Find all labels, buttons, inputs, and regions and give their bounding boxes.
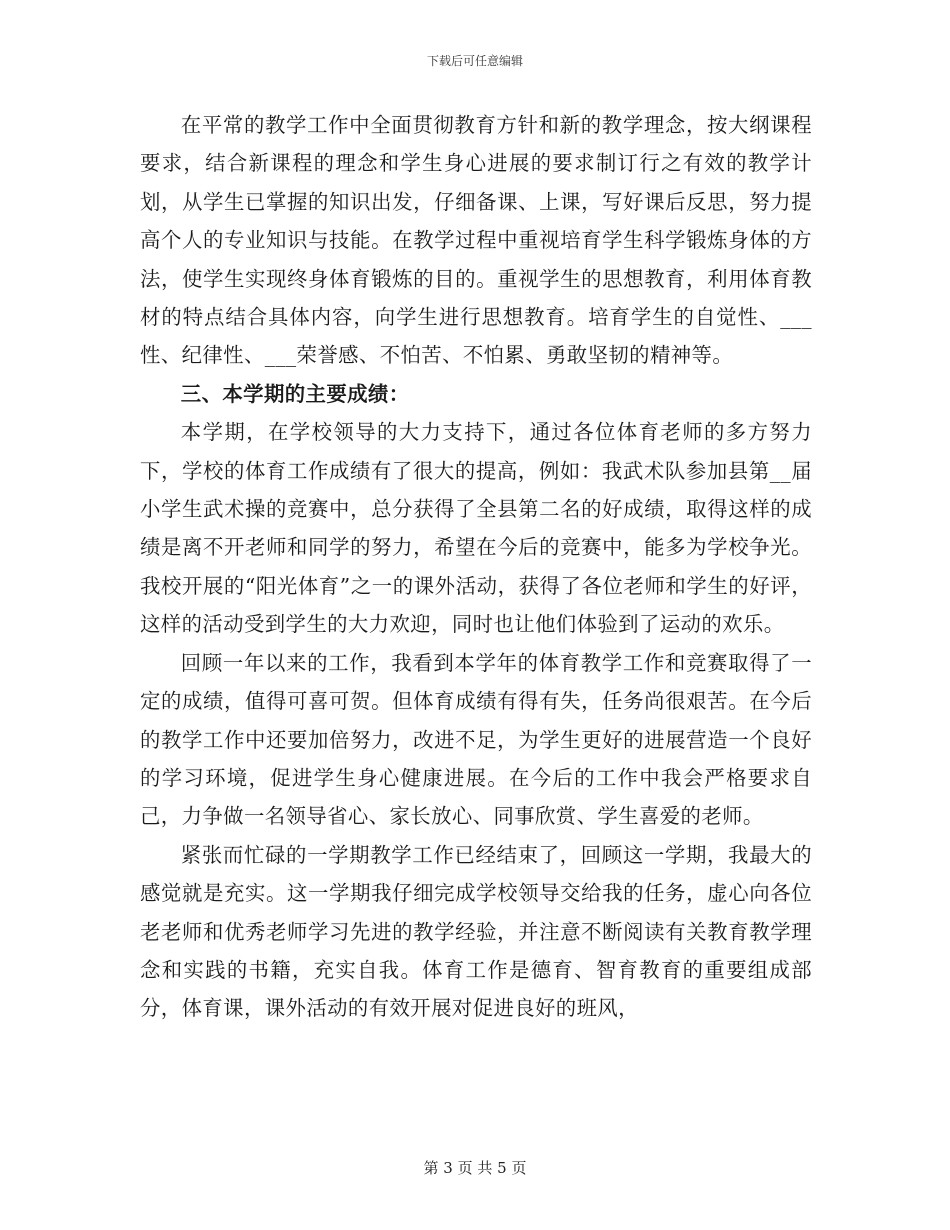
- page-header: 下载后可任意编辑: [426, 54, 523, 68]
- paragraph-semester-summary: 紧张而忙碌的一学期教学工作已经结束了，回顾这一学期，我最大的感觉就是充实。这一学期我仔细完成学校领导交给我的任务，虚心向各位老老师和优秀老师学习先进的教学经验，并注意不断阅读有关教育教学理念和实践的书籍，充实自我。体育工作是德育、智育教育的重要组成部分，体育课，课外活动的有效开展对促进良好的班风，: [140, 842, 812, 1021]
- section-heading-achievements: 三、本学期的主要成绩：: [180, 381, 410, 406]
- paragraph-achievements: 本学期，在学校领导的大力支持下，通过各位体育老师的多方努力下，学校的体育工作成绩有了很大的提高，例如：我武术队参加县第__届小学生武术操的竞赛中，总分获得了全县第二名的好成绩，取得这样的成绩是离不开老师和同学的努力，希望在今后的竞赛中，能多为学校争光。我校开展的“阳光体育”之一的课外活动，获得了各位老师和学生的好评，这样的活动受到学生的大力欢迎，同时也让他们体验到了运动的欢乐。: [140, 420, 812, 637]
- paragraph-review: 回顾一年以来的工作，我看到本学年的体育教学工作和竞赛取得了一定的成绩，值得可喜可贺。但体育成绩有得有失，任务尚很艰苦。在今后的教学工作中还要加倍努力，改进不足，为学生更好的进展营造一个良好的学习环境，促进学生身心健康进展。在今后的工作中我会严格要求自己，力争做一名领导省心、家长放心、同事欣赏、学生喜爱的老师。: [140, 650, 812, 829]
- page-footer: 第 3 页 共 5 页: [423, 1159, 527, 1177]
- paragraph-teaching-philosophy: 在平常的教学工作中全面贯彻教育方针和新的教学理念，按大纲课程要求，结合新课程的理念和学生身心进展的要求制订行之有效的教学计划，从学生已掌握的知识出发，仔细备课、上课，写好课后反思，努力提高个人的专业知识与技能。在教学过程中重视培育学生科学锻炼身体的方法，使学生实现终身体育锻炼的目的。重视学生的思想教育，利用体育教材的特点结合具体内容，向学生进行思想教育。培育学生的自觉性、___性、纪律性、___荣誉感、不怕苦、不怕累、勇敢坚韧的精神等。: [140, 113, 812, 368]
- document-body: [140, 106, 812, 1028]
